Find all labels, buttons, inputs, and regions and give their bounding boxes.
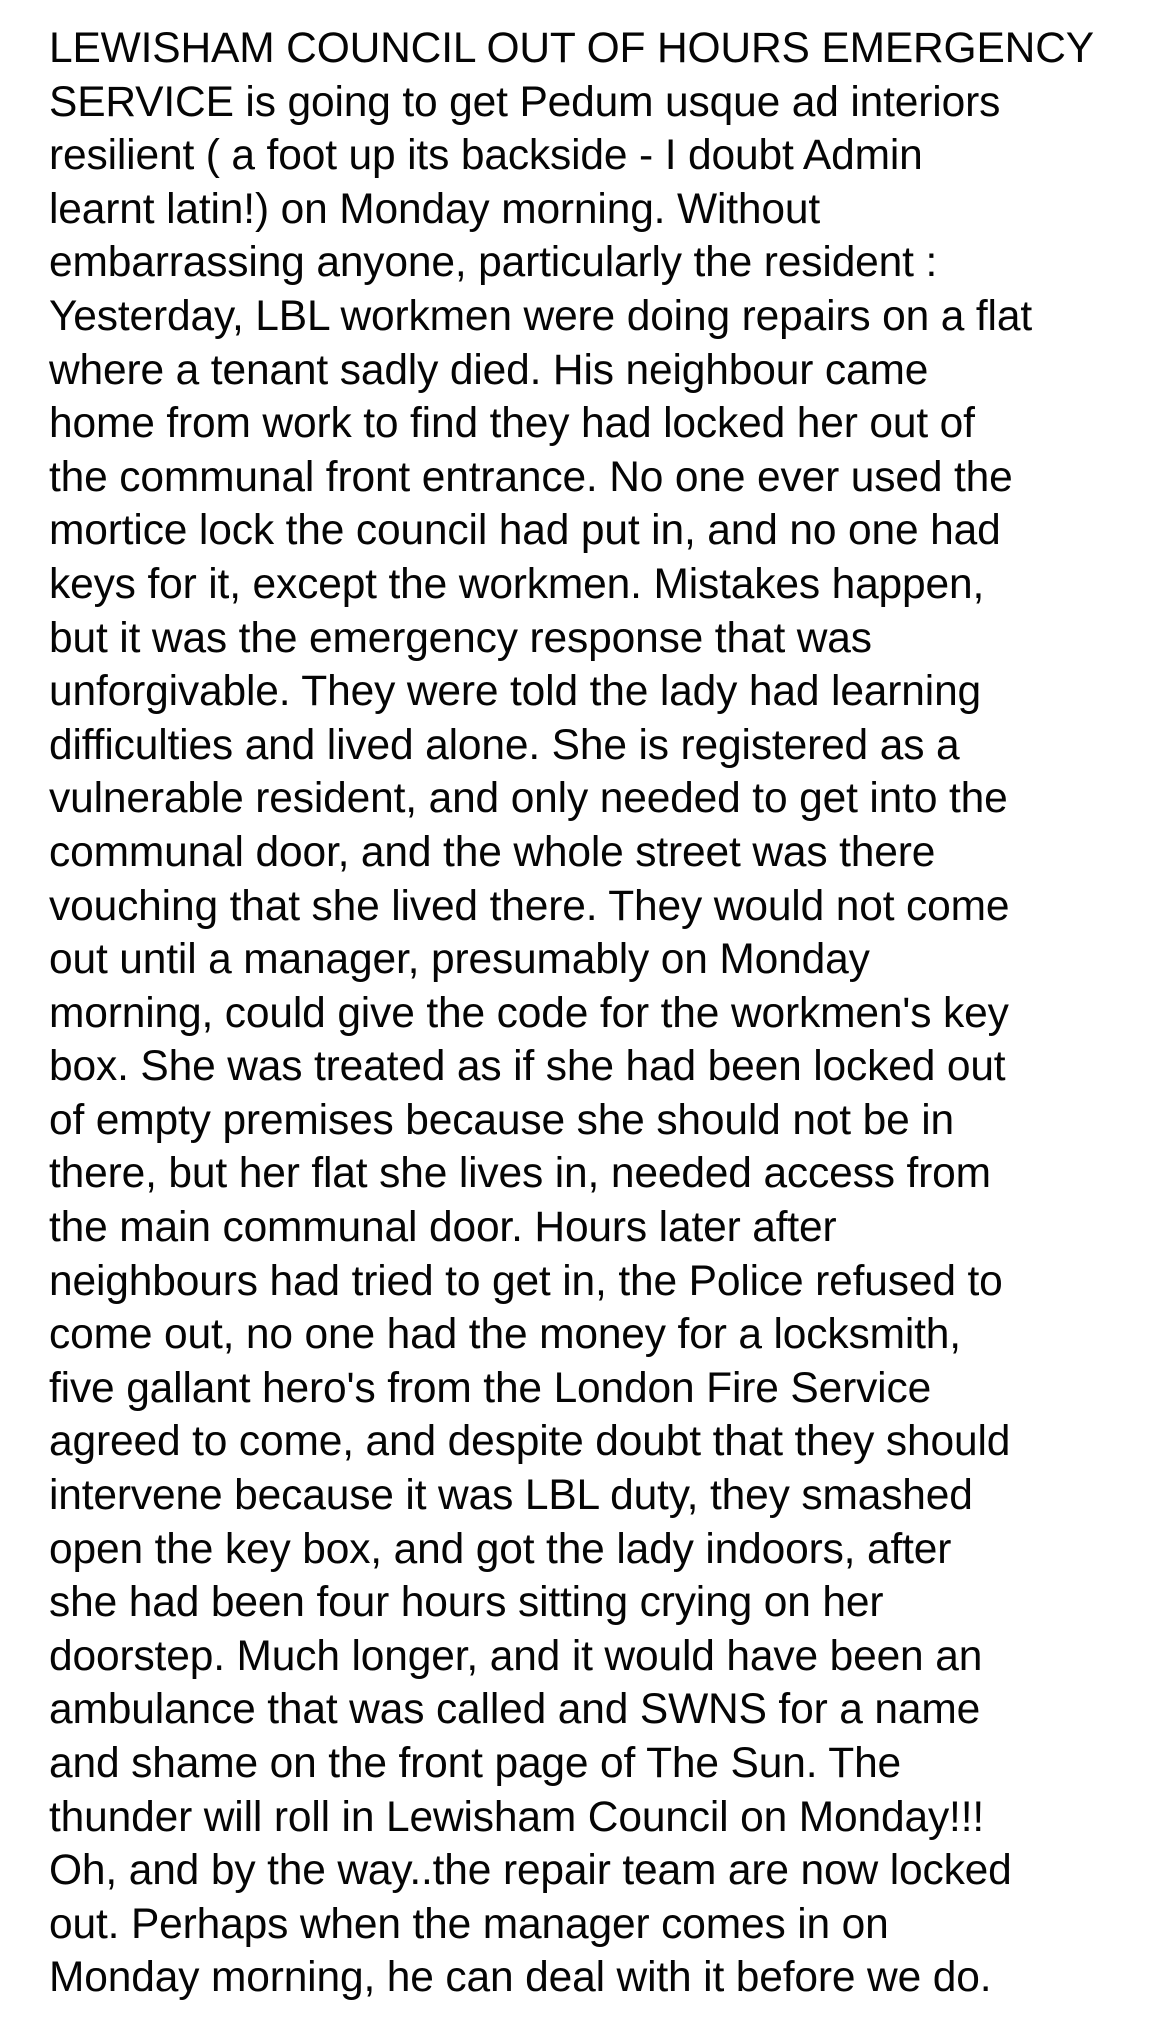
post-text-line: mortice lock the council had put in, and no one had <box>49 507 1001 555</box>
post-text-line: thunder will roll in Lewisham Council on Monday!!! <box>49 1793 985 1841</box>
post-text-line: resilient ( a foot up its backside - I doubt Admin <box>49 132 923 180</box>
post-text-line: agreed to come, and despite doubt that they should <box>49 1418 1011 1466</box>
post-text <box>49 22 1149 2005</box>
post-text-line: Oh, and by the way..the repair team are now locked <box>49 1847 1012 1895</box>
post-text-line: and shame on the front page of The Sun. The <box>49 1740 902 1787</box>
post-text-line: LEWISHAM COUNCIL OUT OF HOURS EMERGENCY <box>49 25 1094 72</box>
post-text-line: unforgivable. They were told the lady had learning <box>49 668 982 716</box>
post-text-line: home from work to find they had locked her out of <box>49 400 975 448</box>
post-text-line: morning, could give the code for the workmen's key <box>49 989 1009 1037</box>
post-text-line: learnt latin!) on Monday morning. Without <box>49 185 821 233</box>
post-text-line: box. She was treated as if she had been locked out <box>49 1043 1006 1091</box>
post-text-line: where a tenant sadly died. His neighbour came <box>49 346 929 394</box>
post-text-line: the communal front entrance. No one ever used the <box>49 453 1013 501</box>
post-body <box>49 22 1149 2005</box>
post-text-line: open the key box, and got the lady indoors, after <box>49 1525 952 1573</box>
post-text-line: the main communal door. Hours later after <box>49 1204 837 1252</box>
post-text-line: vulnerable resident, and only needed to get into the <box>49 775 1008 823</box>
post-text-line: intervene because it was LBL duty, they smashed <box>49 1472 973 1520</box>
post-text-line: of empty premises because she should not be in <box>49 1096 955 1144</box>
post-text-line: difficulties and lived alone. She is registered as a <box>49 721 960 769</box>
post-text-line: embarrassing anyone, particularly the resident : <box>49 239 938 287</box>
post-text-line: SERVICE is going to get Pedum usque ad interiors <box>49 78 1001 126</box>
post-text-line: five gallant hero's from the London Fire Service <box>49 1364 932 1412</box>
post-text-line: doorstep. Much longer, and it would have been an <box>49 1632 983 1680</box>
post-text-line: out until a manager, presumably on Monday <box>49 936 870 984</box>
post-text-line: out. Perhaps when the manager comes in on <box>49 1900 889 1948</box>
post-text-line: there, but her flat she lives in, needed access from <box>49 1150 991 1198</box>
post-text-line: but it was the emergency response that was <box>49 614 872 662</box>
post-text-line: vouching that she lived there. They would not come <box>49 882 1010 930</box>
post-text-line: Monday morning, he can deal with it before we do. <box>49 1954 992 2002</box>
post-text-line: Yesterday, LBL workmen were doing repairs on a flat <box>49 292 1032 340</box>
post-text-line: she had been four hours sitting crying on her <box>49 1579 884 1627</box>
post-text-line: neighbours had tried to get in, the Police refused to <box>49 1257 1003 1305</box>
post-text-line: communal door, and the whole street was there <box>49 828 936 876</box>
post-text-line: keys for it, except the workmen. Mistakes happen, <box>49 560 985 608</box>
post-text-line: come out, no one had the money for a locksmith, <box>49 1311 961 1359</box>
post-text-line: ambulance that was called and SWNS for a name <box>49 1686 981 1734</box>
